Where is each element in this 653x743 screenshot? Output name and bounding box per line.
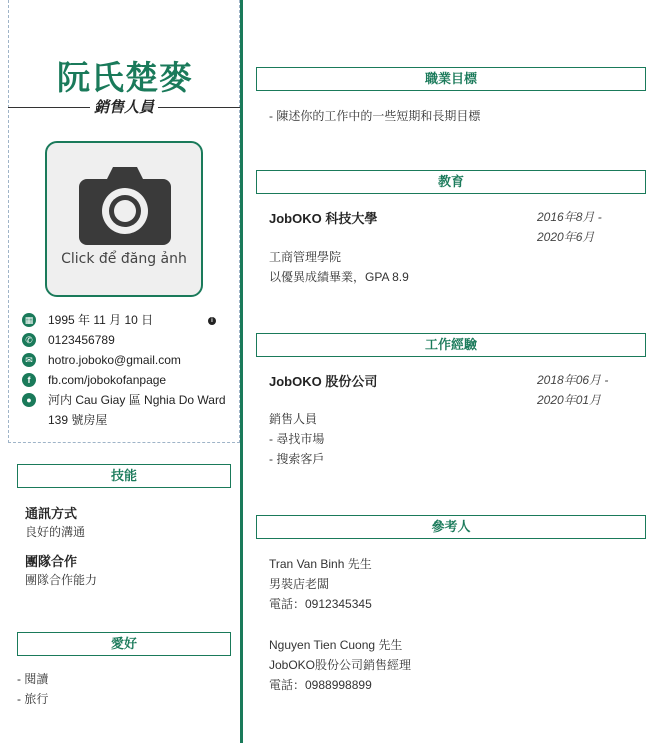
education-date-from[interactable]: 2016年8月 - (537, 210, 602, 224)
education-title[interactable]: 教育 (256, 170, 646, 194)
facebook-icon: f (22, 373, 36, 387)
objective-text[interactable]: - 陳述你的工作中的一些短期和長期目標 (269, 109, 481, 123)
role-row (8, 98, 240, 118)
experience-date-to[interactable]: 2020年01月 (537, 393, 602, 407)
email-icon: ✉ (22, 353, 36, 367)
skill-name[interactable]: 團隊合作 (25, 554, 78, 569)
experience-company[interactable]: JobOKO 股份公司 (269, 374, 378, 389)
education-date-to[interactable]: 2020年6月 (537, 230, 595, 244)
education-school[interactable]: JobOKO 科技大學 (269, 211, 378, 226)
experience-title[interactable]: 工作經驗 (256, 333, 646, 357)
experience-task[interactable]: - 尋找市場 (269, 432, 325, 446)
hobbies-title[interactable]: 愛好 (17, 632, 231, 656)
hobby-item[interactable]: - 閱讀 (17, 672, 49, 686)
photo-upload-caption: Click để đăng ảnh (61, 251, 187, 267)
hobby-item[interactable]: - 旅行 (17, 692, 49, 706)
skill-name[interactable]: 通訊方式 (25, 506, 78, 521)
reference-name[interactable]: Tran Van Binh 先生 (269, 557, 372, 571)
experience-task[interactable]: - 搜索客戶 (269, 452, 325, 466)
experience-date-from[interactable]: 2018年06月 - (537, 373, 609, 387)
candidate-name[interactable]: 阮氏楚麥 (57, 58, 193, 97)
calendar-icon: ▦ (22, 313, 36, 327)
references-title[interactable]: 參考人 (256, 515, 646, 539)
reference-name[interactable]: Nguyen Tien Cuong 先生 (269, 638, 403, 652)
objective-title[interactable]: 職業目標 (256, 67, 646, 91)
education-note[interactable]: 以優異成績畢業，GPA 8.9 (269, 270, 409, 284)
role-divider (158, 107, 240, 108)
skill-desc[interactable]: 團隊合作能力 (25, 573, 98, 587)
reference-phone[interactable]: 電話：0912345345 (269, 597, 372, 611)
skill-desc[interactable]: 良好的溝通 (25, 525, 86, 539)
reference-title[interactable]: 男裝店老闆 (269, 577, 330, 591)
camera-icon (79, 165, 171, 245)
reference-phone[interactable]: 電話：0988998899 (269, 678, 372, 692)
skills-title[interactable]: 技能 (17, 464, 231, 488)
column-divider (240, 0, 243, 743)
experience-position[interactable]: 銷售人員 (269, 412, 318, 426)
location-icon: ● (22, 393, 36, 407)
role-title[interactable]: 銷售人員 (8, 98, 240, 118)
phone-icon: ✆ (22, 333, 36, 347)
info-icon[interactable]: i (208, 317, 216, 325)
reference-title[interactable]: JobOKO股份公司銷售經理 (269, 658, 412, 672)
education-major[interactable]: 工商管理學院 (269, 250, 342, 264)
photo-upload[interactable] (45, 141, 203, 297)
